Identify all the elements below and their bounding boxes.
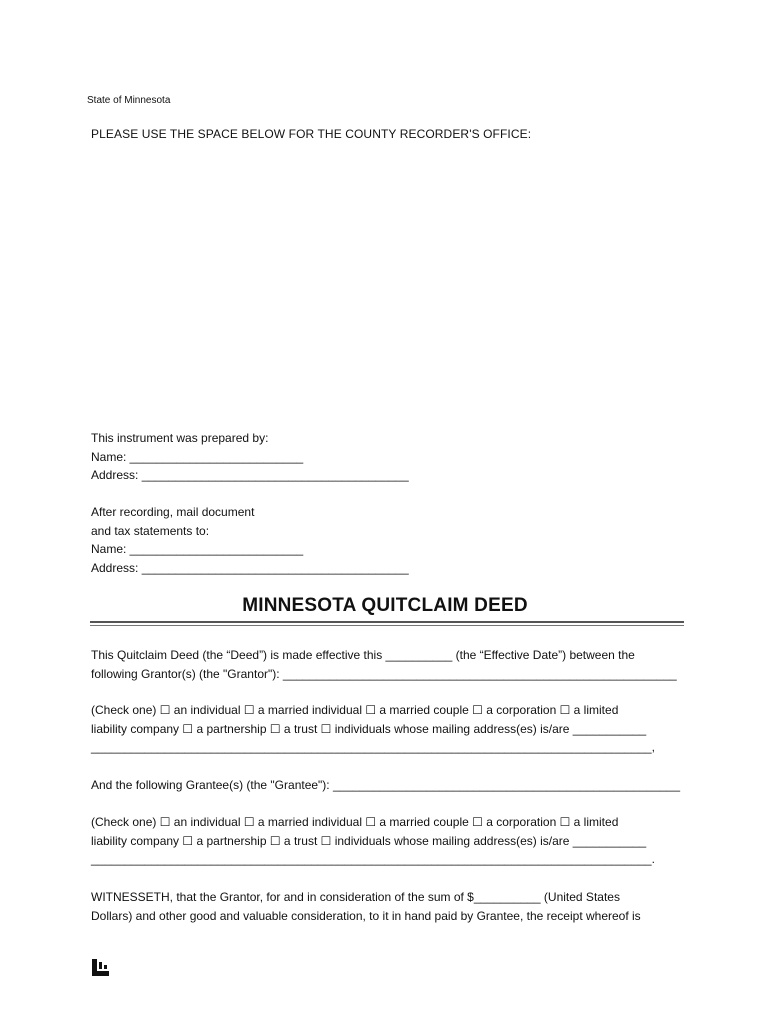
legal-templates-logo-icon	[91, 958, 110, 977]
paragraph-line: (Check one) ☐ an individual ☐ a married individual ☐ a married couple ☐ a corporation ☐ a limited	[91, 703, 619, 717]
grantee-type-paragraph	[91, 813, 691, 869]
mail-to-line-2: and tax statements to:	[91, 523, 210, 538]
title-rule-thick	[90, 621, 684, 623]
prepared-by-heading: This instrument was prepared by:	[91, 431, 269, 445]
state-label: State of Minnesota	[87, 95, 171, 106]
paragraph-line: This Quitclaim Deed (the “Deed”) is made effective this __________ (the “Effective Date”) between the	[91, 648, 635, 662]
mail-to-name-field: Name: __________________________	[91, 542, 304, 557]
prepared-by-address-field: Address: ________________________________________	[91, 468, 409, 483]
document-title: MINNESOTA QUITCLAIM DEED	[242, 595, 528, 616]
paragraph-line: ____________________________________________________________________________________.	[91, 852, 655, 867]
paragraph-line: (Check one) ☐ an individual ☐ a married individual ☐ a married couple ☐ a corporation ☐ a limited	[91, 815, 619, 829]
mail-to-line-1: After recording, mail document	[91, 505, 255, 519]
paragraph-line: ____________________________________________________________________________________,	[91, 740, 655, 755]
prepared-by-block	[91, 429, 409, 485]
witnesseth-paragraph	[91, 888, 691, 925]
paragraph-line: WITNESSETH, that the Grantor, for and in consideration of the sum of $__________ (United States	[91, 890, 620, 904]
mail-to-block	[91, 503, 409, 577]
paragraph-line: liability company ☐ a partnership ☐ a trust ☐ individuals whose mailing address(es) is/are ___________	[91, 833, 647, 848]
recorder-space-note: PLEASE USE THE SPACE BELOW FOR THE COUNTY RECORDER'S OFFICE:	[91, 127, 532, 141]
title-rule-thin	[90, 625, 684, 626]
paragraph-line: Dollars) and other good and valuable consideration, to it in hand paid by Grantee, the receipt whereof is	[91, 908, 641, 923]
prepared-by-name-field: Name: __________________________	[91, 449, 304, 464]
paragraph-line: liability company ☐ a partnership ☐ a trust ☐ individuals whose mailing address(es) is/are ___________	[91, 721, 647, 736]
paragraph-line: And the following Grantee(s) (the "Grantee"): ____________________________________________________	[91, 778, 681, 792]
paragraph-line: following Grantor(s) (the "Grantor"): ___________________________________________________________	[91, 666, 677, 681]
effective-date-paragraph	[91, 646, 691, 683]
grantee-paragraph	[91, 776, 691, 795]
grantor-type-paragraph	[91, 701, 691, 757]
mail-to-address-field: Address: ________________________________________	[91, 560, 409, 575]
